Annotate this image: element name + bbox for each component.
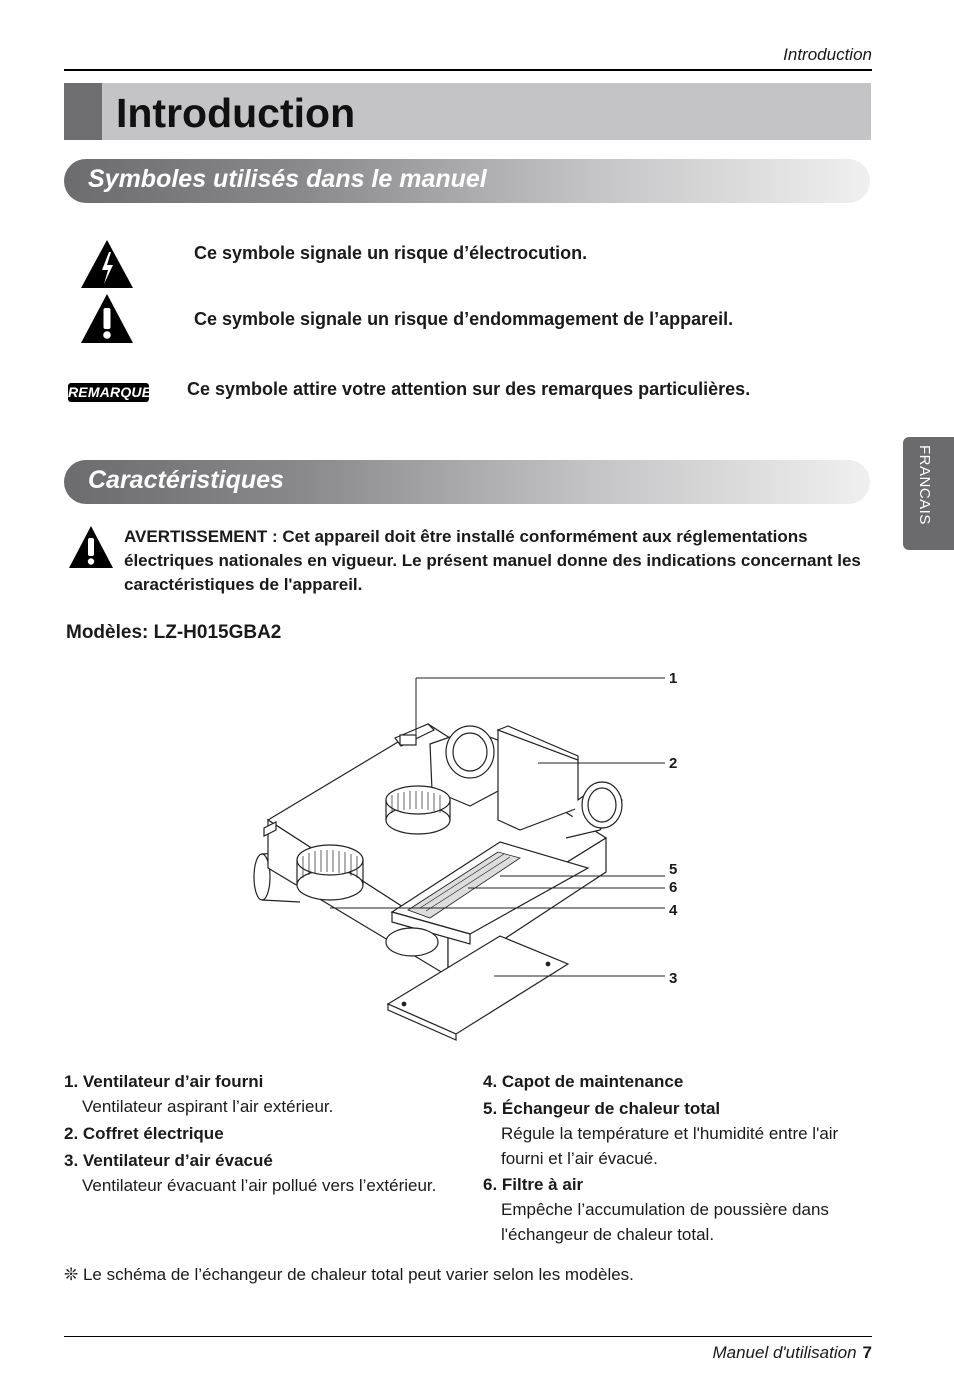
callout-6: 6 bbox=[669, 879, 678, 896]
part-title: 3. Ventilateur d’air évacué bbox=[64, 1151, 273, 1170]
part-title: 1. Ventilateur d’air fourni bbox=[64, 1072, 264, 1091]
footnote: ❊ Le schéma de l’échangeur de chaleur total peut varier selon les modèles. bbox=[64, 1265, 634, 1284]
note-symbol-text: Ce symbole attire votre attention sur des remarques particulières. bbox=[187, 379, 751, 399]
part-item bbox=[483, 1172, 871, 1247]
callout-5: 5 bbox=[669, 861, 678, 878]
part-item bbox=[64, 1148, 464, 1198]
page-number: 7 bbox=[862, 1343, 872, 1362]
title-accent bbox=[64, 83, 102, 140]
caution-icon bbox=[79, 292, 135, 345]
part-title: 6. Filtre à air bbox=[483, 1175, 584, 1194]
section-symbols-header bbox=[64, 159, 870, 203]
language-tab-label: FRANCAIS bbox=[916, 445, 933, 525]
section-features-title: Caractéristiques bbox=[88, 466, 284, 494]
model-label: Modèles: LZ-H015GBA2 bbox=[66, 622, 282, 643]
running-head: Introduction bbox=[783, 45, 872, 64]
part-item bbox=[483, 1096, 871, 1171]
warning-icon bbox=[68, 525, 114, 569]
language-tab bbox=[903, 437, 954, 550]
damage-symbol-text: Ce symbole signale un risque d’endommagement de l’appareil. bbox=[194, 309, 734, 329]
note-badge: REMARQUE bbox=[68, 384, 152, 400]
section-symbols-title: Symboles utilisés dans le manuel bbox=[88, 165, 487, 193]
warning-text: AVERTISSEMENT : Cet appareil doit être installé conformément aux réglementations électriques nationales en vigueur. Le présent manuel donne des indications concernant les caractéristiques de l'appareil. bbox=[124, 527, 861, 594]
page-footer bbox=[712, 1343, 872, 1363]
part-item bbox=[64, 1069, 464, 1119]
part-item bbox=[483, 1069, 883, 1094]
bottom-rule bbox=[64, 1336, 872, 1337]
part-desc: Ventilateur évacuant l’air pollué vers l’extérieur. bbox=[82, 1176, 437, 1195]
callout-4: 4 bbox=[669, 902, 678, 919]
footer-label: Manuel d'utilisation bbox=[712, 1343, 857, 1362]
part-item bbox=[64, 1121, 464, 1146]
callout-2: 2 bbox=[669, 755, 678, 772]
callout-3: 3 bbox=[669, 970, 678, 987]
top-rule bbox=[64, 69, 872, 71]
product-diagram bbox=[240, 660, 670, 1050]
section-features-header bbox=[64, 460, 870, 504]
part-title: 2. Coffret électrique bbox=[64, 1124, 224, 1143]
part-desc: Empêche l’accumulation de poussière dans l'échangeur de chaleur total. bbox=[501, 1200, 829, 1244]
part-title: 5. Échangeur de chaleur total bbox=[483, 1099, 721, 1118]
electric-warning-icon bbox=[79, 238, 135, 290]
electric-symbol-text: Ce symbole signale un risque d’électrocution. bbox=[194, 243, 588, 263]
part-desc: Ventilateur aspirant l’air extérieur. bbox=[82, 1097, 334, 1116]
callout-1: 1 bbox=[669, 670, 678, 687]
part-title: 4. Capot de maintenance bbox=[483, 1072, 684, 1091]
part-desc: Régule la température et l'humidité entre l'air fourni et l’air évacué. bbox=[501, 1124, 839, 1168]
page-title: Introduction bbox=[116, 90, 356, 136]
